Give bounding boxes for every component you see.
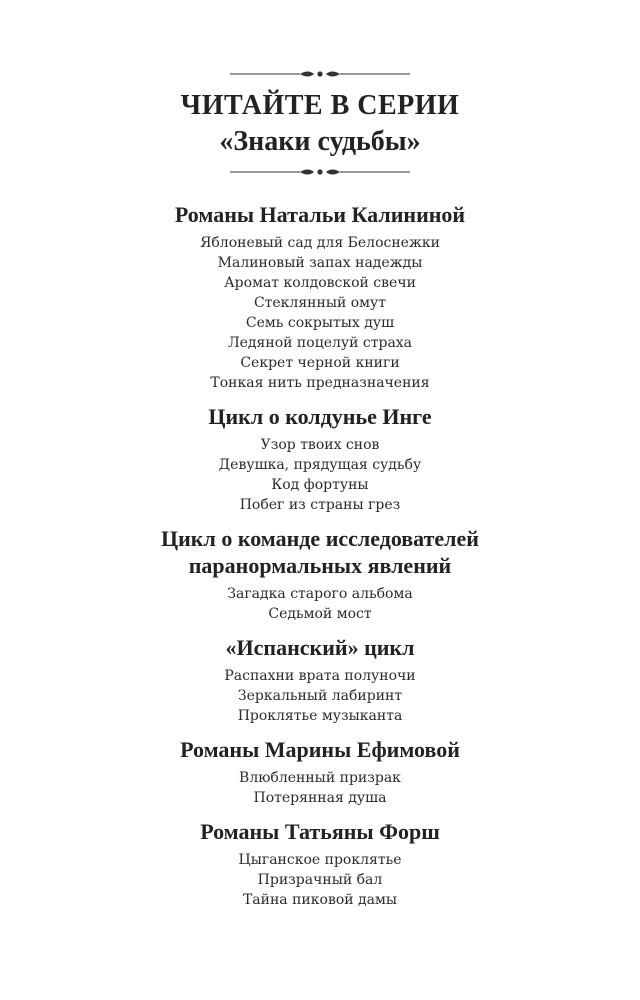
series-title-line1: ЧИТАЙТЕ В СЕРИИ (180, 90, 460, 121)
section-heading-line: Цикл о колдунье Инге (208, 404, 432, 429)
section-heading (0, 403, 640, 430)
book-title: Побег из страны грез (239, 497, 401, 513)
book-title: Загадка старого альбома (227, 586, 413, 602)
top-ornament-divider (230, 68, 410, 80)
section-heading (0, 736, 640, 763)
book-title: Тонкая нить предназначения (210, 375, 430, 391)
section-heading-line: паранормальных явлений (188, 553, 452, 578)
book-title: Влюбленный призрак (239, 770, 401, 786)
book-title: Ледяной поцелуй страха (227, 335, 413, 351)
book-title: Зеркальный лабиринт (237, 688, 403, 704)
book-title: Тайна пиковой дамы (242, 892, 398, 908)
book-title: Распахни врата полуночи (224, 668, 416, 684)
section-heading-line: Романы Татьяны Форш (200, 819, 440, 844)
section-heading-line: «Испанский» цикл (225, 635, 415, 660)
book-title: Семь сокрытых душ (245, 315, 395, 331)
section-heading (0, 525, 640, 579)
book-title: Цыганское проклятье (238, 852, 402, 868)
book-title: Девушка, прядущая судьбу (218, 457, 422, 473)
book-title: Яблоневый сад для Белоснежки (200, 235, 440, 251)
series-title-line2: «Знаки судьбы» (219, 126, 421, 157)
series-list (0, 201, 640, 910)
section-heading-line: Романы Марины Ефимовой (180, 737, 460, 762)
section-heading (0, 634, 640, 661)
section-heading-line: Цикл о команде исследователей (161, 526, 479, 551)
book-title: Проклятье музыканта (237, 708, 403, 724)
book-title: Седьмой мост (268, 606, 372, 622)
book-title: Призрачный бал (257, 872, 383, 888)
section-heading (0, 818, 640, 845)
bottom-ornament-divider (230, 166, 410, 178)
book-title: Узор твоих снов (260, 437, 380, 453)
book-title: Малиновый запах надежды (217, 255, 423, 271)
book-title: Стеклянный омут (253, 295, 387, 311)
section-heading-line: Романы Натальи Калининой (174, 202, 466, 227)
section-efimova (0, 736, 640, 808)
section-heading (0, 201, 640, 228)
book-title: Потерянная душа (253, 790, 387, 806)
section-spanish-cycle (0, 634, 640, 726)
section-kalinina (0, 201, 640, 393)
book-title: Код фортуны (271, 477, 369, 493)
section-inga-cycle (0, 403, 640, 515)
section-paranormal-cycle (0, 525, 640, 624)
book-title: Секрет черной книги (240, 355, 400, 371)
section-forsh (0, 818, 640, 910)
book-title: Аромат колдовской свечи (224, 275, 416, 291)
